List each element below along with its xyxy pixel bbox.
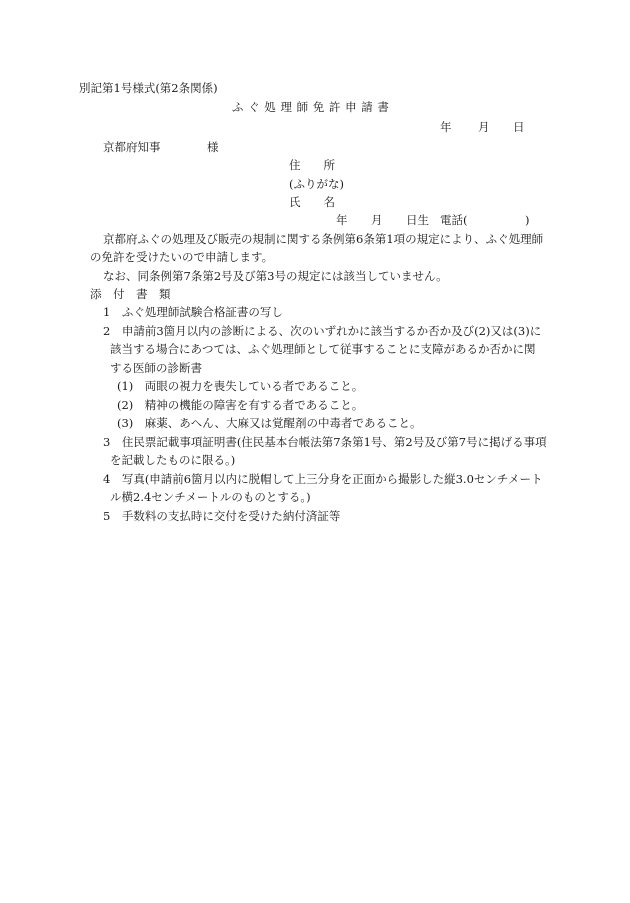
address-label: 住 所 [289, 158, 335, 172]
furigana-label: (ふりがな) [289, 177, 344, 191]
attachment-item-1: 1 ふぐ処理師試験合格証書の写し [103, 305, 283, 319]
birth-day-label: 日生 [406, 213, 429, 227]
declaration-line-1: 京都府ふぐの処理及び販売の規制に関する条例第6条第1項の規定により、ふぐ処理師 [103, 232, 544, 246]
form-id: 別記第1号様式(第2条関係) [79, 81, 218, 95]
attachment-item-2-line-3: する医師の診断書 [110, 361, 202, 375]
addressee-name: 京都府知事 [103, 140, 161, 154]
addressee-honorific: 様 [207, 140, 219, 154]
declaration-note: なお、同条例第7条第2号及び第3号の規定には該当していません。 [103, 269, 448, 283]
phone-label: 電話( ) [440, 213, 530, 227]
document-title: ふ ぐ 処 理 師 免 許 申 請 書 [232, 100, 390, 114]
attachment-item-2-line-1: 2 申請前3箇月以内の診断による、次のいずれかに該当するか否か及び(2)又は(3)に [103, 324, 542, 338]
attachment-subitem-3: (3) 麻薬、あへん、大麻又は覚醒剤の中毒者であること。 [117, 416, 422, 430]
attachment-subitem-1: (1) 両眼の視力を喪失している者であること。 [117, 379, 364, 393]
attachment-item-3-line-2: を記載したものに限る。) [110, 453, 236, 467]
attachment-subitem-2: (2) 精神の機能の障害を有する者であること。 [117, 398, 364, 412]
attachment-item-4-line-1: 4 写真(申請前6箇月以内に脱帽して上三分身を正面から撮影した縦3.0センチメート [103, 472, 543, 486]
date-year-label: 年 [440, 120, 452, 134]
attachment-item-4-line-2: ル横2.4センチメートルのものとする。) [110, 490, 311, 504]
attachments-heading: 添 付 書 類 [90, 287, 171, 301]
declaration-line-2: の免許を受けたいので申請します。 [90, 250, 274, 264]
attachment-item-2-line-2: 該当する場合にあつては、ふぐ処理師として従事することに支障があるか否かに関 [110, 342, 536, 356]
attachment-item-5: 5 手数料の支払時に交付を受けた納付済証等 [103, 509, 341, 523]
attachment-item-3-line-1: 3 住民票記載事項証明書(住民基本台帳法第7条第1号、第2号及び第7号に掲げる事項 [103, 435, 547, 449]
birth-year-label: 年 [336, 213, 348, 227]
date-day-label: 日 [513, 120, 525, 134]
date-month-label: 月 [478, 120, 490, 134]
name-label: 氏 名 [289, 195, 335, 209]
birth-month-label: 月 [371, 213, 383, 227]
